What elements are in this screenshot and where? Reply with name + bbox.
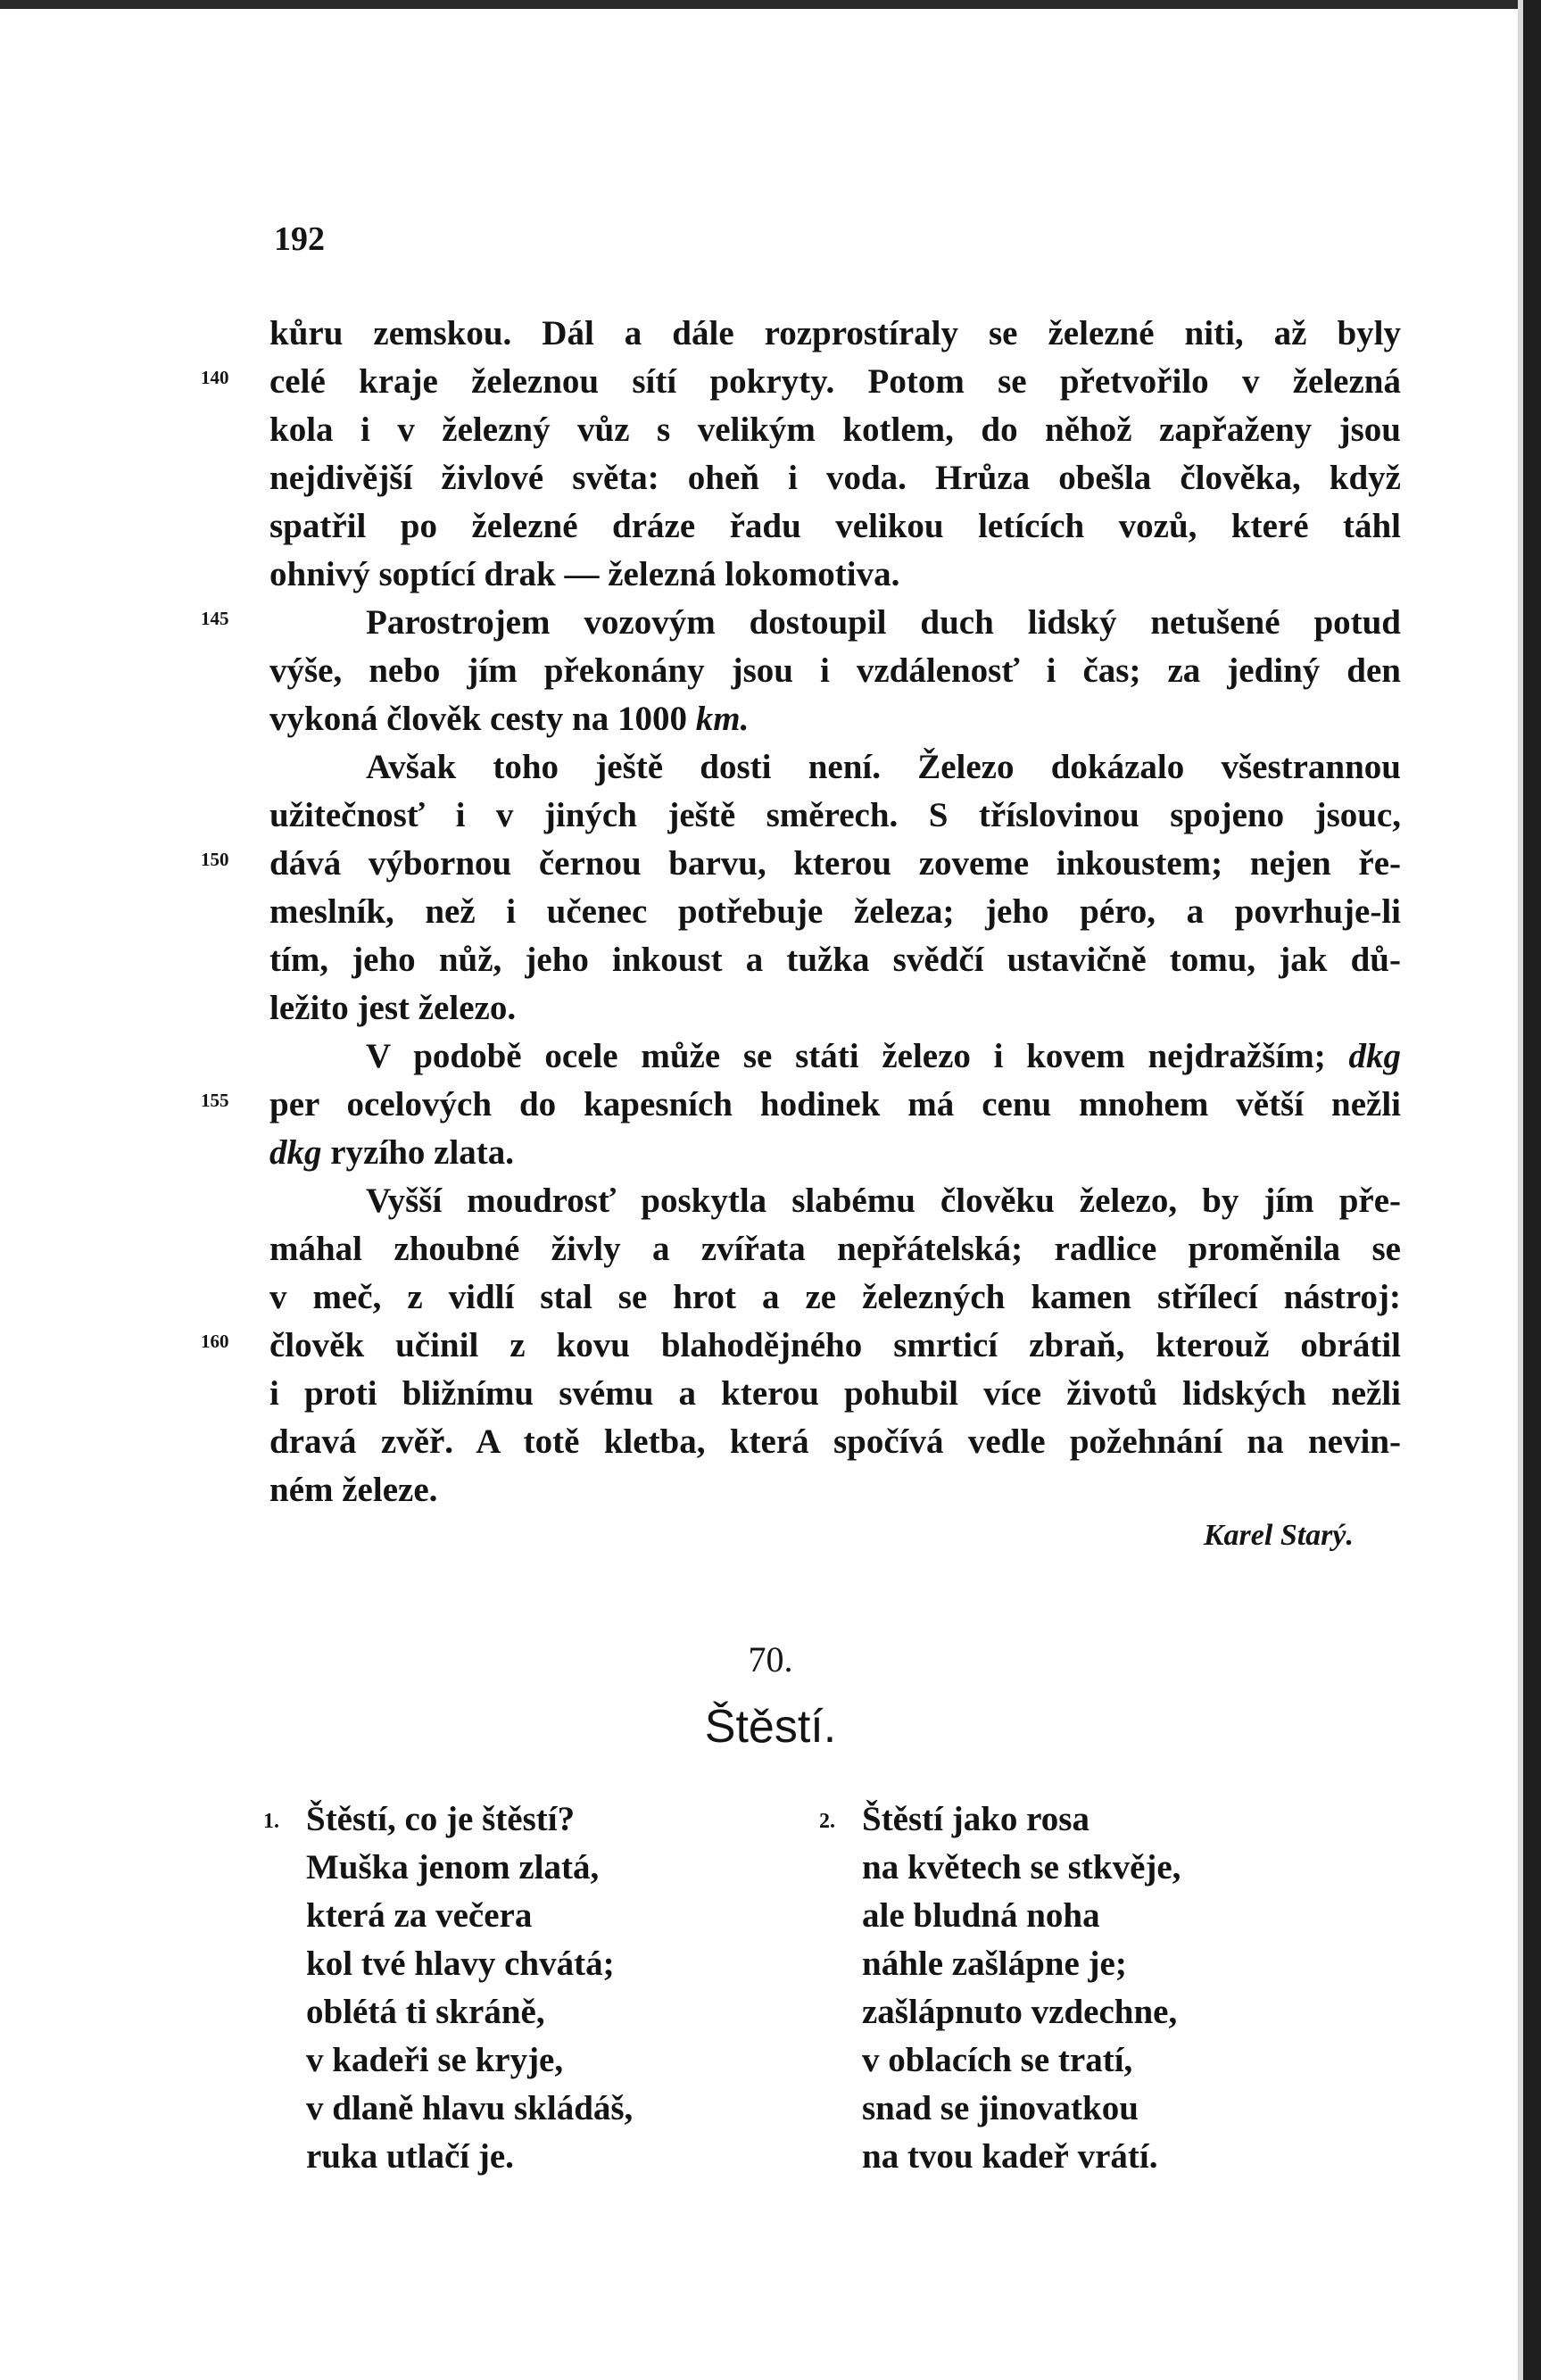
text-line: výše, nebo jím překonány jsou i vzdálenosť i čas; za jediný den bbox=[269, 651, 1401, 690]
stanza bbox=[819, 1795, 1181, 2181]
text-line: spatřil po železné dráze řadu velikou letících vozů, které táhl bbox=[269, 507, 1401, 545]
verse-line: Muška jenom zlatá, bbox=[306, 1848, 600, 1887]
text-line: i proti bližnímu svému a kterou pohubil více životů lidských nežli bbox=[269, 1374, 1401, 1413]
verse-line: v kadeři se kryje, bbox=[306, 2041, 564, 2079]
verse-line: kol tvé hlavy chvátá; bbox=[306, 1945, 615, 1983]
text-line: ném železe. bbox=[269, 1471, 438, 1509]
text-line: Avšak toho ještě dosti není. Železo dokázalo všestrannou bbox=[366, 748, 1401, 786]
text-line: 145 Parostrojem vozovým dostoupil duch lidský netušené potud bbox=[269, 599, 1401, 647]
text-line: 140 celé kraje železnou sítí pokryty. Potom se přetvořilo v železná bbox=[269, 358, 1401, 406]
text-line: nejdivější živlové světa: oheň i voda. Hrůza obešla člověka, když bbox=[269, 459, 1401, 497]
text-line: užitečnosť i v jiných ještě směrech. S tříslovinou spojeno jsouc, bbox=[269, 796, 1401, 834]
author-signature: Karel Starý. bbox=[1203, 1519, 1354, 1552]
text-line: 150 dává výbornou černou barvu, kterou zoveme inkoustem; nejen ře- bbox=[269, 840, 1401, 888]
verse-line: v dlaně hlavu skládáš, bbox=[306, 2089, 634, 2127]
poem-title: Štěstí. bbox=[704, 1701, 837, 1753]
text-line: V podobě ocele může se státi železo i kovem nejdražším; dkg bbox=[366, 1037, 1402, 1075]
text-line: dravá zvěř. A totě kletba, která spočívá vedle požehnání na nevin- bbox=[269, 1422, 1401, 1461]
text-line: kola i v železný vůz s velikým kotlem, do něhož zapřaženy jsou bbox=[269, 410, 1401, 449]
verse-line: která za večera bbox=[306, 1896, 533, 1935]
text-line: v meč, z vidlí stal se hrot a ze železných kamen střílecí nástroj: bbox=[269, 1278, 1401, 1316]
verse-line: na tvou kadeř vrátí. bbox=[862, 2137, 1158, 2176]
text-line: meslník, než i učenec potřebuje železa; jeho péro, a povrhuje-li bbox=[269, 892, 1401, 931]
stanza bbox=[263, 1795, 634, 2181]
verse-line: na květech se stkvěje, bbox=[862, 1848, 1181, 1887]
verse-line: oblétá ti skráně, bbox=[306, 1993, 545, 2031]
line-number: 160 bbox=[201, 1331, 229, 1352]
verse-line: ale bludná noha bbox=[862, 1896, 1100, 1935]
verse-line: v oblacích se tratí, bbox=[862, 2041, 1133, 2079]
scan-edge-top bbox=[0, 0, 1541, 9]
text-line: ležito jest železo. bbox=[269, 989, 517, 1027]
text-line: ohnivý soptící drak — železná lokomotiva. bbox=[269, 555, 900, 593]
verse-line: Štěstí, co je štěstí? bbox=[306, 1800, 576, 1838]
text-line: 160 člověk učinil z kovu blahodějného smrticí zbraň, kterouž obrátil bbox=[269, 1322, 1401, 1370]
stanza-number: 1. bbox=[263, 1810, 279, 1833]
text-line: kůru zemskou. Dál a dále rozprostíraly se železné niti, až byly bbox=[269, 314, 1401, 352]
text-line: vykoná člověk cesty na 1000 km. bbox=[269, 700, 750, 738]
page-number: 192 bbox=[274, 220, 325, 258]
scan-edge-right bbox=[1523, 0, 1541, 2380]
text-line: dkg ryzího zlata. bbox=[269, 1133, 515, 1172]
verse-line: náhle zašlápne je; bbox=[862, 1945, 1127, 1983]
prose-body bbox=[201, 310, 1402, 1514]
text-line: máhal zhoubné živly a zvířata nepřátelská; radlice proměnila se bbox=[269, 1230, 1401, 1268]
line-number: 155 bbox=[201, 1090, 229, 1111]
line-number: 140 bbox=[201, 367, 229, 388]
verse-line: snad se jinovatkou bbox=[862, 2089, 1139, 2127]
stanza-number: 2. bbox=[819, 1810, 835, 1833]
line-number: 150 bbox=[201, 849, 229, 870]
text-line: tím, jeho nůž, jeho inkoust a tužka svědčí ustavičně tomu, jak dů- bbox=[269, 941, 1401, 979]
line-number: 145 bbox=[201, 608, 229, 629]
text-line: 155 per ocelových do kapesních hodinek má cenu mnohem větší nežli bbox=[269, 1081, 1401, 1129]
verse-line: Štěstí jako rosa bbox=[862, 1800, 1089, 1838]
verse-line: ruka utlačí je. bbox=[306, 2137, 514, 2176]
poem-number: 70. bbox=[748, 1639, 793, 1679]
text-line: Vyšší moudrosť poskytla slabému člověku železo, by jím pře- bbox=[366, 1182, 1401, 1220]
verse-line: zašlápnuto vzdechne, bbox=[862, 1993, 1178, 2031]
